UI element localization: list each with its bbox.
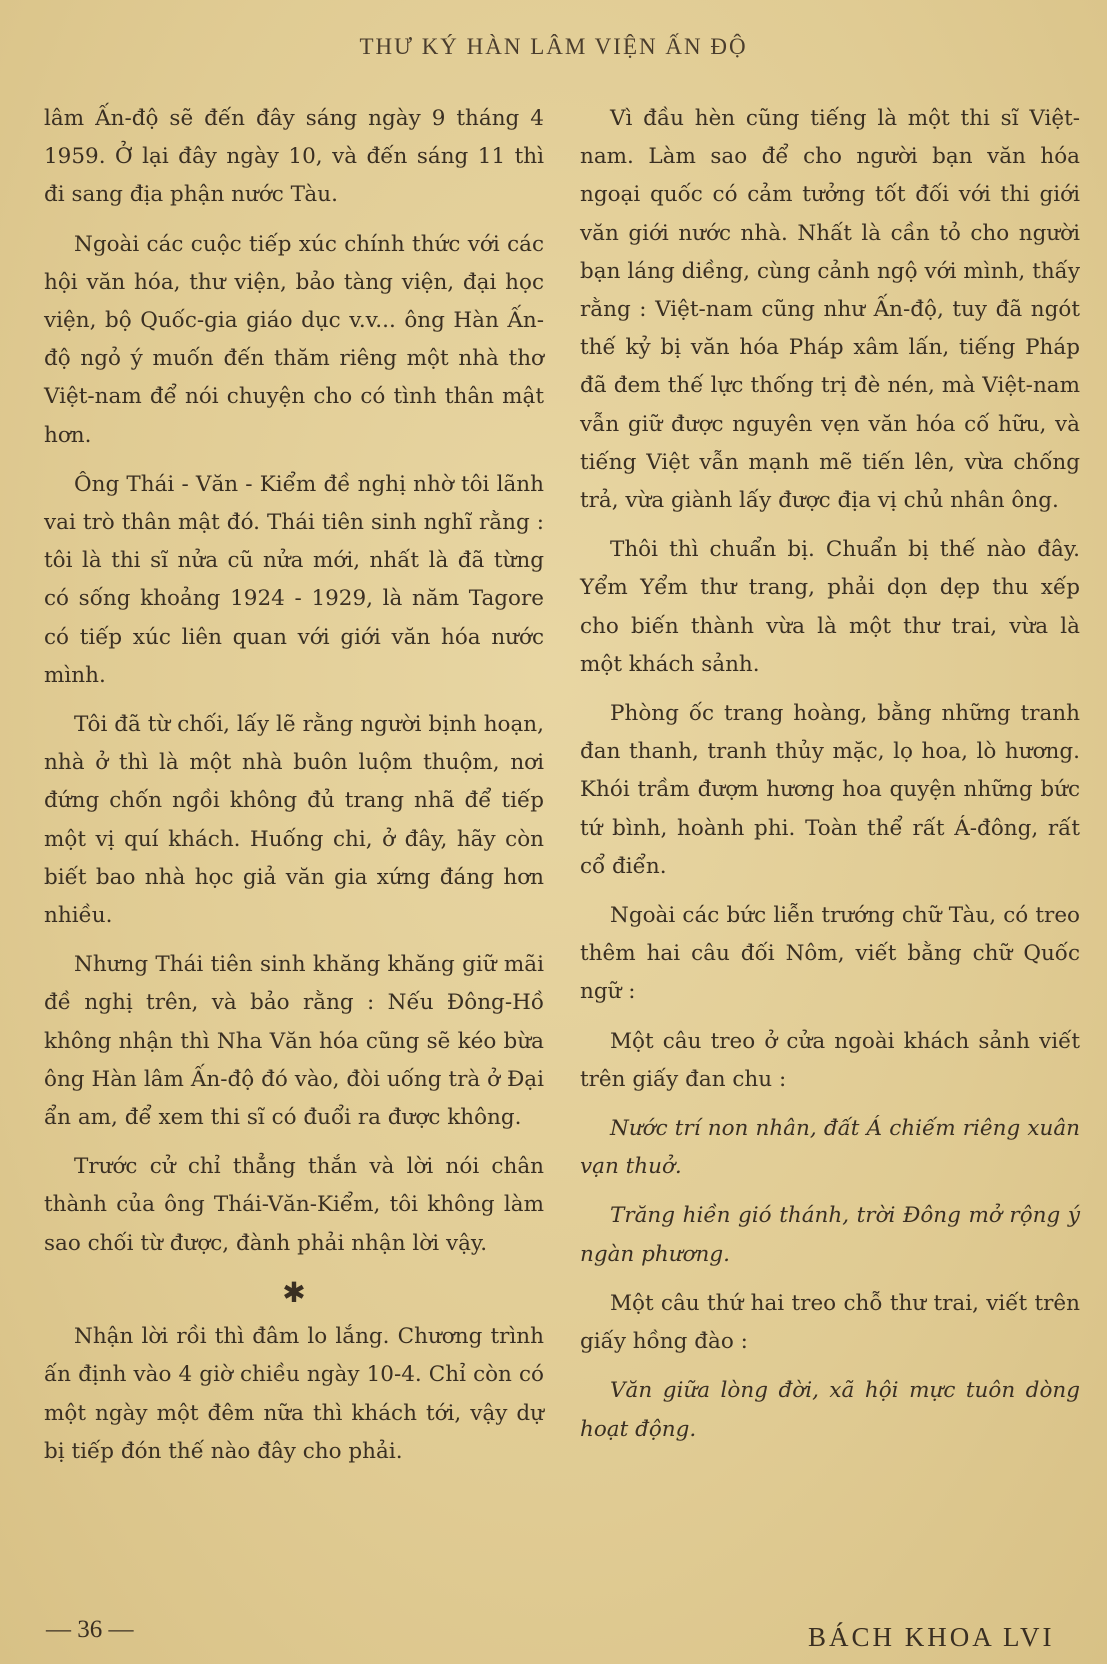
verse-couplet-line: Văn giữa lòng đời, xã hội mực tuôn dòng hoạt động. [580, 1378, 1080, 1442]
paragraph: Tôi đã từ chối, lấy lẽ rằng người bịnh hoạn, nhà ở thì là một nhà buôn luộm thuộm, nơi đứng chốn ngồi không đủ trang nhã để tiếp một vị quí khách. Huống chi, ở đây, hãy còn biết bao nhà học giả văn gia xứng đáng hơn nhiều. [44, 712, 544, 929]
paragraph: Ông Thái - Văn - Kiểm đề nghị nhờ tôi lãnh vai trò thân mật đó. Thái tiên sinh nghĩ rằng : tôi là thi sĩ nửa cũ nửa mới, nhất là đã từng có sống khoảng 1924 - 1929, là năm Tagore có tiếp xúc liên quan với giới văn hóa nước mình. [44, 471, 544, 688]
paragraph: Ngoài các bức liễn trướng chữ Tàu, có treo thêm hai câu đối Nôm, viết bằng chữ Quốc ngữ : [580, 903, 1080, 1005]
paragraph: Nhưng Thái tiên sinh khăng khăng giữ mãi đề nghị trên, và bảo rằng : Nếu Đông-Hồ không nhận thì Nha Văn hóa cũng sẽ kéo bừa ông Hàn lâm Ấn-độ đó vào, đòi uống trà ở Đại ẩn am, để xem thi sĩ có đuổi ra được không. [44, 952, 544, 1131]
paragraph: Nhận lời rồi thì đâm lo lắng. Chương trình ấn định vào 4 giờ chiều ngày 10-4. Chỉ còn có một ngày một đêm nữa thì khách tới, vậy dự bị tiếp đón thế nào đây cho phải. [44, 1324, 544, 1464]
right-column [580, 100, 1080, 1460]
left-column [44, 100, 544, 1482]
running-header: THƯ KÝ HÀN LÂM VIỆN ẤN ĐỘ [359, 34, 748, 59]
paragraph: Phòng ốc trang hoàng, bằng những tranh đan thanh, tranh thủy mặc, lọ hoa, lò hương. Khói trầm đượm hương hoa quyện những bức tứ bình, hoành phi. Toàn thể rất Á-đông, rất cổ điển. [580, 701, 1080, 879]
paragraph: lâm Ấn-độ sẽ đến đây sáng ngày 9 tháng 4 1959. Ở lại đây ngày 10, và đến sáng 11 thì đi sang địa phận nước Tàu. [44, 106, 544, 208]
paragraph: Thôi thì chuẩn bị. Chuẩn bị thế nào đây. Yểm Yểm thư trang, phải dọn dẹp thu xếp cho biến thành vừa là một thư trai, vừa là một khách sảnh. [580, 537, 1080, 677]
paragraph: Một câu treo ở cửa ngoài khách sảnh viết trên giấy đan chu : [580, 1028, 1080, 1092]
paragraph: Ngoài các cuộc tiếp xúc chính thức với các hội văn hóa, thư viện, bảo tàng viện, đại học viện, bộ Quốc-gia giáo dục v.v... ông Hàn Ấn-độ ngỏ ý muốn đến thăm riêng một nhà thơ Việt-nam để nói chuyện cho có tình thân mật hơn. [44, 231, 544, 448]
section-separator-icon: ✱ [282, 1275, 306, 1309]
paragraph: Trước cử chỉ thẳng thắn và lời nói chân thành của ông Thái-Văn-Kiểm, tôi không làm sao chối từ được, đành phải nhận lời vậy. [44, 1154, 544, 1256]
paragraph: Vì đầu hèn cũng tiếng là một thi sĩ Việt-nam. Làm sao để cho người bạn văn hóa ngoại quốc có cảm tưởng tốt đối với thi giới văn giới nước nhà. Nhất là cần tỏ cho người bạn láng diềng, cùng cảnh ngộ với mình, thấy rằng : Việt-nam cũng như Ấn-độ, tuy đã ngót thế kỷ bị văn hóa Pháp xâm lấn, tiếng Pháp đã đem thế lực thống trị đè nén, mà Việt-nam vẫn giữ được nguyên vẹn văn hóa cố hữu, và tiếng Việt vẫn mạnh mẽ tiến lên, vừa chống trả, vừa giành lấy được địa vị chủ nhân ông. [580, 106, 1080, 514]
verse-couplet-line: Nước trí non nhân, đất Á chiếm riêng xuân vạn thuở. [580, 1116, 1080, 1180]
verse-couplet-line: Trăng hiền gió thánh, trời Đông mở rộng ý ngàn phương. [580, 1203, 1080, 1267]
journal-name: BÁCH KHOA LVI [808, 1622, 1055, 1652]
paragraph: Một câu thứ hai treo chỗ thư trai, viết trên giấy hồng đào : [580, 1290, 1080, 1355]
page-number: — 36 — [46, 1616, 134, 1643]
